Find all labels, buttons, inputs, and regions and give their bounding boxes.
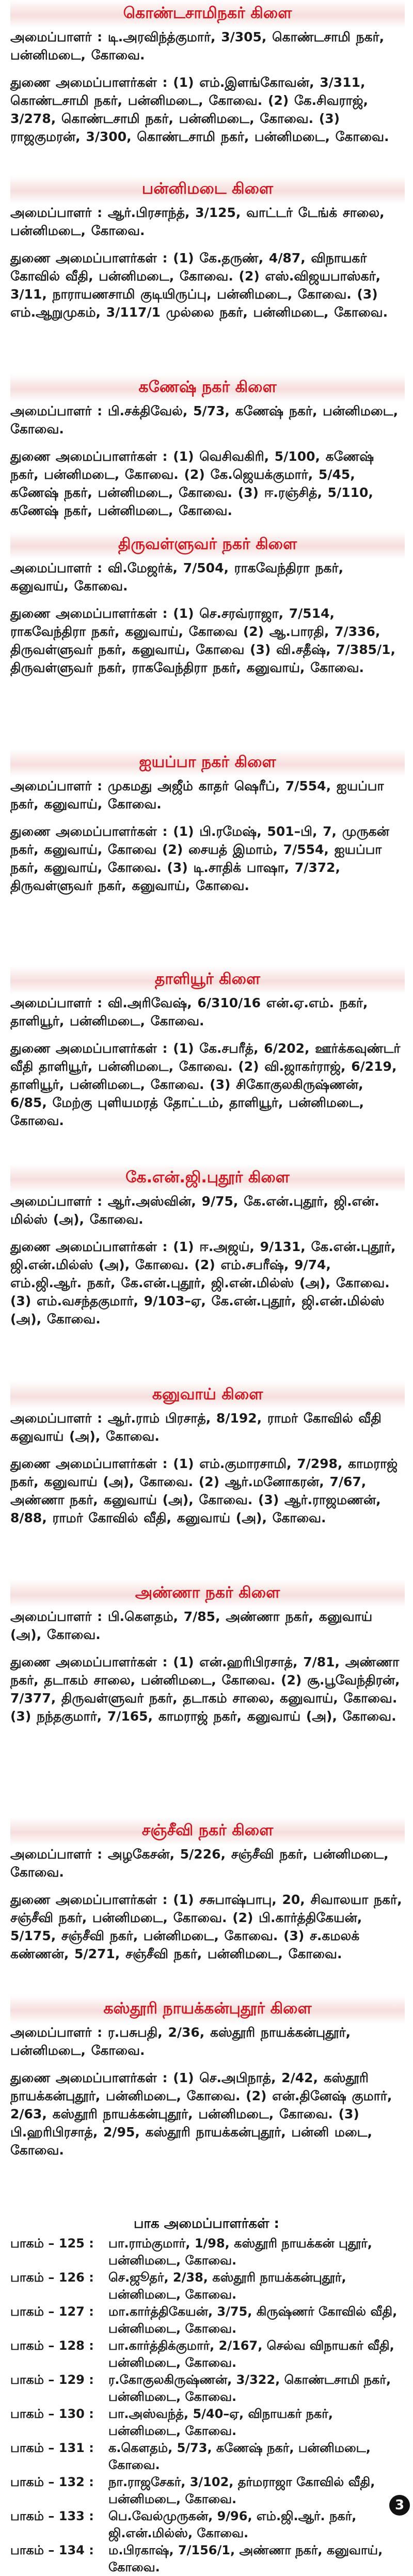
branch-title: பன்னிமடை கிளை: [10, 176, 405, 204]
page-number: 3: [389, 2495, 410, 2516]
paragraph-gap: [0, 1030, 413, 1039]
branch-deputy-organizers: துணை அமைப்பாளர்கள் : (1) வெசிவகிரி, 5/100, கணேஷ் நகர், பன்னிமடை, கோவை. (2) கே.ஜெயக்குமார், 5/45, கணேஷ் நகர், பன்னிமடை, கோவை. (3) ஈ.ரஞ்சித், 5/110, கணேஷ் நகர், பன்னிமடை, கோவை.: [10, 449, 374, 518]
ward-row: [10, 2440, 403, 2474]
ward-row: [10, 2303, 403, 2337]
ward-organizer: க.கௌதம், 5/73, கணேஷ் நகர், பன்னிமடை, கோவை.: [108, 2441, 371, 2472]
paragraph-gap: [0, 1644, 413, 1653]
ward-label: பாகம் – 133 :: [10, 2509, 94, 2523]
paragraph-gap: [0, 438, 413, 447]
ward-label: பாகம் – 134 :: [10, 2543, 94, 2557]
branch-organizer: அமைப்பாளர் : வி.மேஜர்க், 7/504, ராகவேந்திரா நகர், கனுவாய், கோவை.: [10, 560, 344, 594]
ward-label: பாகம் – 127 :: [10, 2304, 94, 2319]
branch-organizer: அமைப்பாளர் : ஆர்.அஸ்வின், 9/75, கே.என்.புதூர், ஜி.என். மில்ஸ் (அ), கோவை.: [10, 1194, 379, 1227]
branch-title: ஐயப்பா நகர் கிளை: [10, 749, 405, 777]
branch-title: திருவள்ளுவர் நகர் கிளை: [10, 531, 405, 559]
branch-organizer: அமைப்பாளர் : முகமது அஜீம் காதர் ஷெரீப், 7/554, ஐயப்பா நகர், கனுவாய், கோவை.: [10, 778, 384, 811]
ward-label: பாகம் – 131 :: [10, 2441, 94, 2455]
ward-organizer: பா.ராம்குமார், 1/98, கஸ்தூரி நாயக்கன் புதூர், பன்னிமடை, கோவை.: [108, 2236, 372, 2268]
ward-row: [10, 2542, 403, 2576]
branch-organizer: அமைப்பாளர் : டி.அரவிந்த்குமார், 3/305, கொண்டசாமி நகர், பன்னிமடை, கோவை.: [10, 29, 385, 63]
ward-organizers: [10, 2212, 403, 2576]
branch-section: [0, 1817, 413, 1995]
paragraph-gap: [0, 1445, 413, 1455]
branch-title: அண்ணா நகர் கிளை: [10, 1580, 405, 1607]
branch-section: [0, 1580, 413, 1817]
branch-section: [0, 1381, 413, 1580]
branch-deputy-organizers: துணை அமைப்பாளர்கள் : (1) எம்.குமாரசாமி, 7/298, காமராஜ் நகர், கனுவாய் (அ), கோவை. (2) ஆர்.மனோகரன், 7/67, அண்ணா நகர், கனுவாய் (அ), கோவை. (3) ஆர்.ராஜமணன், 8/88, ராமர் கோவில் வீதி, கனுவாய் (அ), கோவை.: [10, 1456, 398, 1525]
paragraph-gap: [0, 1228, 413, 1238]
ward-list: [10, 2235, 403, 2576]
paragraph-gap: [0, 2059, 413, 2069]
branch-title: தாளியூர் கிளை: [10, 966, 405, 994]
ward-organizer: பா.கார்த்திக்குமார், 2/167, செல்வ விநாயகர் வீதி, பன்னிமடை, கோவை.: [108, 2338, 394, 2370]
ward-organizer: செ.ஜூதர், 2/38, கஸ்தூரி நாயக்கன்புதூர், பன்னிமடை, கோவை.: [108, 2270, 346, 2302]
paragraph-gap: [0, 240, 413, 249]
ward-label: பாகம் – 130 :: [10, 2407, 94, 2421]
branch-organizer: அமைப்பாளர் : அழகேசன், 5/226, சஞ்சீவி நகர், பன்னிமடை, கோவை.: [10, 1847, 389, 1880]
branch-deputy-organizers: துணை அமைப்பாளர்கள் : (1) எம்.இளங்கோவன், 3/311, கொண்டசாமி நகர், பன்னிமடை, கோவை. (2) கே.சிவராஜ், 3/278, கொண்டசாமி நகர், பன்னிமடை, கோவை. (3) ராஜகுமரன், 3/300, கொண்டசாமி நகர், பன்னிமடை, கோவை.: [10, 75, 389, 144]
ward-row: [10, 2474, 403, 2508]
ward-organizer: ர.கோகுலகிருஷ்ணன், 3/322, கொண்டசாமி நகர், பன்னிமடை, கோவை.: [108, 2372, 391, 2404]
branch-title: கனுவாய் கிளை: [10, 1381, 405, 1409]
branch-organizer: அமைப்பாளர் : ர.பசுபதி, 2/36, கஸ்தூரி நாயக்கன்புதூர், பன்னிமடை, கோவை.: [10, 2025, 351, 2058]
branch-deputy-organizers: துணை அமைப்பாளர்கள் : (1) பி.ரமேஷ், 501–பி, 7, முருகன் நகர், கனுவாய், கோவை (2) சையத் இமாம், 7/554, ஐயப்பா நகர், கனுவாய், கோவை. (3) டி.சாதிக் பாஷா, 7/372, திருவள்ளுவர் நகர், கனுவாய், கோவை.: [10, 824, 389, 893]
branch-deputy-organizers: துணை அமைப்பாளர்கள் : (1) என்.ஹரிபிரசாத், 7/81, அண்ணா நகர், தடாகம் சாலை, பன்னிமடை, கோவை. (2) சூ.பூவேந்திரன், 7/377, திருவள்ளுவர் நகர், தடாகம் சாலை, கனுவாய், கோவை. (3) நந்தகுமார், 7/165, காமராஜ் நகர், கனுவாய் (அ), கோவை.: [10, 1654, 400, 1724]
branch-deputy-organizers: துணை அமைப்பாளர்கள் : (1) சசுபாஷ்பாபு, 20, சிவாலயா நகர், சஞ்சீவி நகர், பன்னிமடை, கோவை. (2) பி.கார்த்திகேயன், 5/175, சஞ்சீவி நகர், பன்னிமடை, கோவை. (3) ச.கமலக் கண்ணன், 5/271, சஞ்சீவி நகர், பன்னிமடை, கோவை.: [10, 1892, 402, 1961]
branch-title: சஞ்சீவி நகர் கிளை: [10, 1817, 405, 1845]
ward-label: பாகம் – 126 :: [10, 2270, 94, 2285]
ward-row: [10, 2371, 403, 2406]
ward-row: [10, 2406, 403, 2440]
ward-organizer: நா.ராஜசேகர், 3/102, தர்மராஜா கோவில் வீதி, பன்னிமடை, கோவை.: [108, 2475, 375, 2506]
branch-deputy-organizers: துணை அமைப்பாளர்கள் : (1) செ.அபிநாத், 2/42, கஸ்தூரி நாயக்கன்புதூர், பன்னிமடை, கோவை. (2) என்.தினேஷ் குமார், 2/63, கஸ்தூரி நாயக்கன்புதூர், பன்னிமடை, கோவை. (3) பி.ஹரிபிரசாத், 2/95, கஸ்தூரி நாயக்கன்புதூர், பன்னி மடை, கோவை.: [10, 2070, 392, 2158]
branch-section: [0, 374, 413, 531]
branch-section: [0, 966, 413, 1164]
ward-label: பாகம் – 129 :: [10, 2372, 94, 2387]
ward-organizer: ம.பிரகாஷ், 7/156/1, அண்ணா நகர், கனுவாய், கோவை.: [108, 2543, 383, 2574]
branch-organizer: அமைப்பாளர் : ஆர்.ராம் பிரசாத், 8/192, ராமர் கோவில் வீதி கனுவாய் (அ), கோவை.: [10, 1411, 382, 1444]
branch-section: [0, 1164, 413, 1381]
ward-row: [10, 2269, 403, 2303]
branch-organizer: அமைப்பாளர் : வி.அரிவேஷ், 6/310/16 என்.ஏ.எம். நகர், தாளியூர், பன்னிமடை, கோவை.: [10, 995, 368, 1028]
branch-section: [0, 176, 413, 374]
branch-title: கே.என்.ஜி.புதூர் கிளை: [10, 1164, 405, 1192]
branch-title: கஸ்தூரி நாயக்கன்புதூர் கிளை: [10, 1995, 405, 2023]
branch-title: கொண்டசாமிநகர் கிளை: [10, 0, 405, 28]
ward-heading: பாக அமைப்பாளர்கள் :: [134, 2216, 279, 2231]
ward-organizer: மா.கார்த்திகேயன், 3/75, கிருஷ்ணர் கோவில் வீதி, பன்னிமடை, கோவை.: [108, 2304, 398, 2336]
branch-deputy-organizers: துணை அமைப்பாளர்கள் : (1) கே.சபரீத், 6/202, ஊர்க்கவுண்டர் வீதி தாளியூர், பன்னிமடை, கோவை. (2) வி.ஜாகர்ராஜ், 6/219, தாளியூர், பன்னிமடை, கோவை. (3) சிகோகுலகிருஷ்ணன், 6/85, மேற்கு புளியமரத் தோட்டம், தாளியூர், பன்னிமடை, கோவை.: [10, 1041, 401, 1128]
paragraph-gap: [0, 64, 413, 73]
paragraph-gap: [0, 595, 413, 604]
branch-title: கணேஷ் நகர் கிளை: [10, 374, 405, 402]
branch-organizer: அமைப்பாளர் : பி.சக்திவேல், 5/73, கணேஷ் நகர், பன்னிமடை, கோவை.: [10, 403, 399, 436]
branch-deputy-organizers: துணை அமைப்பாளர்கள் : (1) கே.தருண், 4/87, விநாயகர் கோவில் வீதி, பன்னிமடை, கோவை. (2) எஸ்.விஜயபாஸ்கர், 3/11, நாராயணசாமி குடியிருப்பு, பன்னிமடை, கோவை. (3) எம்.ஆறுமுகம், 3/117/1 முல்லை நகர், பன்னிமடை, கோவை.: [10, 251, 388, 320]
ward-organizer: பெ.வேல்முருகன், 9/96, எம்.ஜி.ஆர். நகர், ஜி.என்.மில்ஸ், கோவை.: [108, 2509, 357, 2540]
ward-label: பாகம் – 128 :: [10, 2338, 94, 2353]
ward-label: பாகம் – 132 :: [10, 2475, 94, 2489]
ward-label: பாகம் – 125 :: [10, 2236, 94, 2251]
ward-row: [10, 2337, 403, 2371]
ward-organizer: பா.அஸ்வந்த், 5/40–ஏ, விநாயகர் நகர், பன்னிமடை, கோவை.: [108, 2407, 333, 2438]
branch-organizer: அமைப்பாளர் : பி.கௌதம், 7/85, அண்ணா நகர், கனுவாய் (அ), கோவை.: [10, 1609, 373, 1642]
ward-row: [10, 2508, 403, 2542]
branch-section: [0, 531, 413, 749]
branch-section: [0, 1995, 413, 2212]
branch-section: [0, 749, 413, 966]
branch-organizer: அமைப்பாளர் : ஆர்.பிரசாந்த், 3/125, வாட்டர் டேங்க் சாலை, பன்னிமடை, கோவை.: [10, 205, 385, 238]
paragraph-gap: [0, 813, 413, 822]
ward-row: [10, 2235, 403, 2269]
branch-section: [0, 0, 413, 176]
paragraph-gap: [0, 1881, 413, 1891]
branch-deputy-organizers: துணை அமைப்பாளர்கள் : (1) செ.சரவ்ராஜா, 7/514, ராகவேந்திரா நகர், கனுவாய், கோவை (2) ஆ.பாரதி, 7/336, திருவள்ளுவர் நகர், கனுவாய், கோவை (3) வி.சதீஷ், 7/385/1, திருவள்ளுவர் நகர், ராகவேந்திரா நகர், கனுவாய், கோவை.: [10, 606, 396, 675]
branch-deputy-organizers: துணை அமைப்பாளர்கள் : (1) ஈ.அஜய், 9/131, கே.என்.புதூர், ஜி.என்.மில்ஸ் (அ), கோவை. (2) எம்.சபரீஷ், 9/74, எம்.ஜி.ஆர். நகர், கே.என்.புதூர், ஜி.என்.மில்ஸ் (அ), கோவை. (3) எம்.வசந்தகுமார், 9/103–ஏ, கே.என்.புதூர், ஜி.என்.மில்ஸ் (அ), கோவை.: [10, 1239, 396, 1326]
